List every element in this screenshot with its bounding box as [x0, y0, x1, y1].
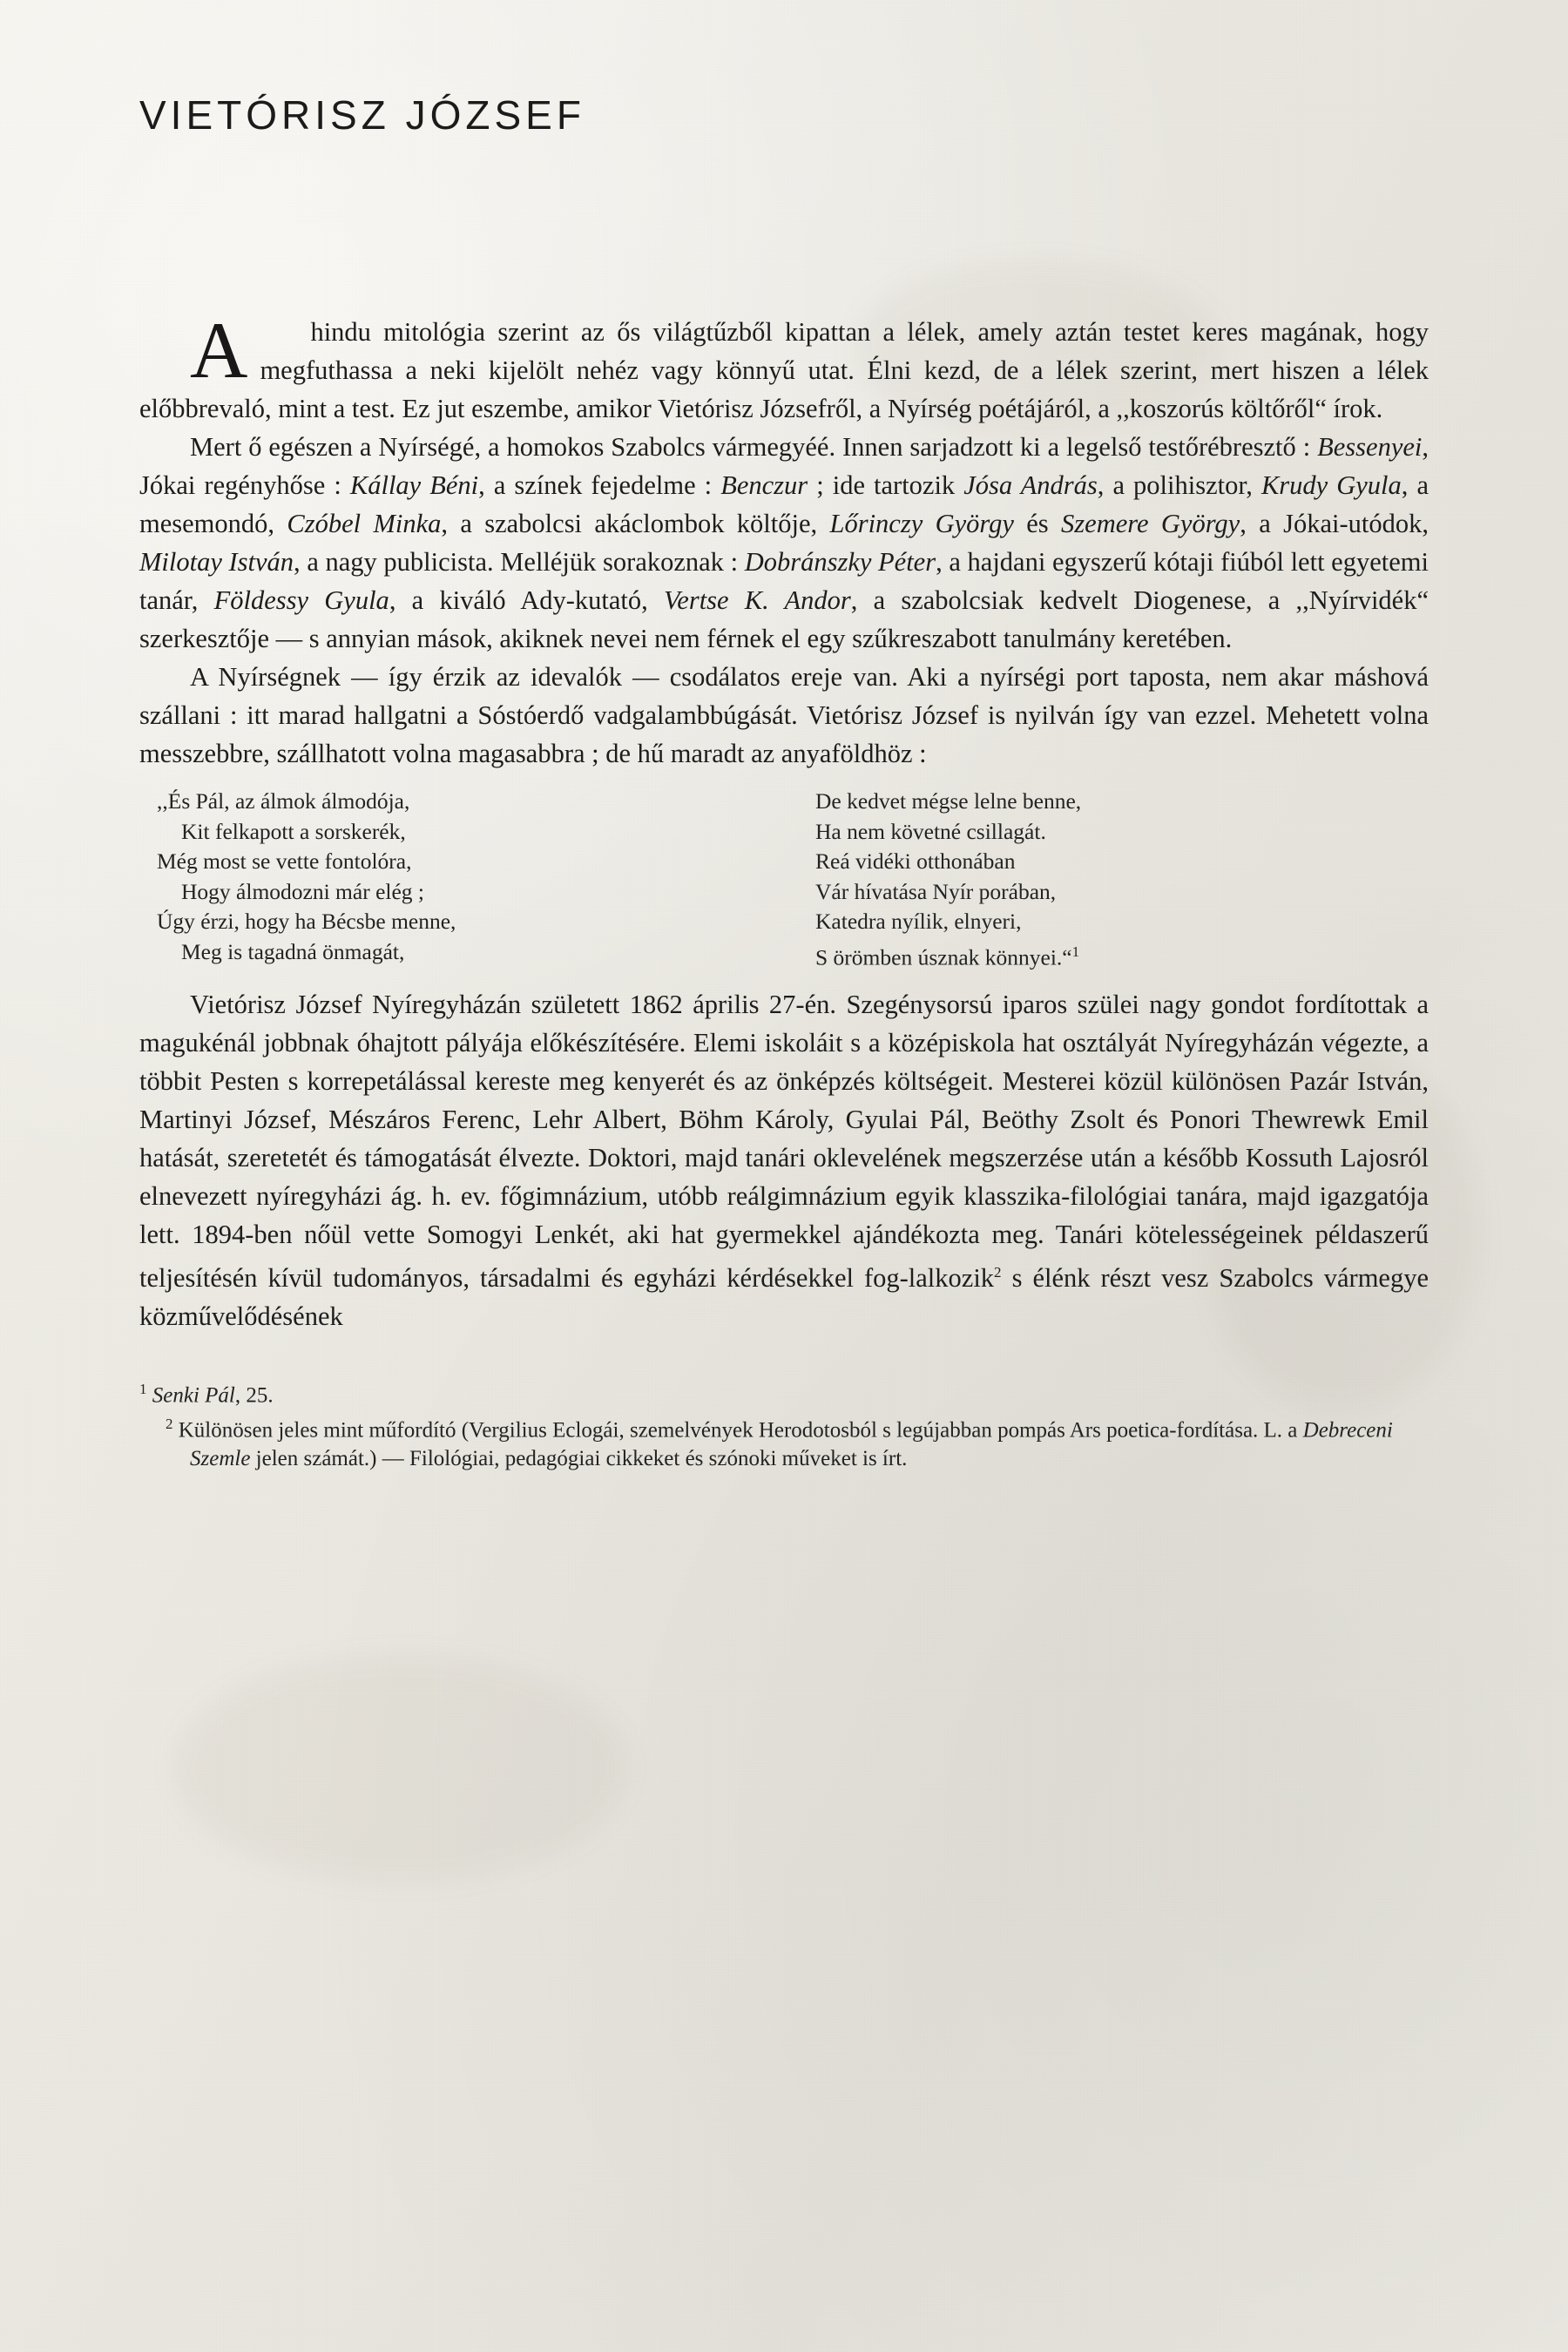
italic-run: Szemere György	[1061, 509, 1240, 538]
verse-line: ,,És Pál, az álmok álmodója,	[157, 788, 410, 814]
footnote-reference: 2	[994, 1263, 1002, 1281]
text-run: Különösen jeles mint műfordító (Vergilius Eclogái, szemelvények Herodotosból s legújabban pompás Ars poetica-fordítása. L. a	[178, 1418, 1303, 1443]
text-run: , a szabolcsi akáclombok költője,	[441, 509, 830, 538]
italic-run: Krudy Gyula	[1260, 470, 1402, 500]
verse-line: S örömben úsznak könnyei.“$^1$	[815, 943, 1080, 970]
italic-run: Debreceni Szemle	[190, 1418, 1393, 1471]
footnote-marker: 2	[166, 1415, 173, 1432]
paragraph-4	[139, 985, 1429, 1335]
paragraph-1	[139, 306, 1429, 428]
text-run: A Nyírségnek — így érzik az idevalók — csodálatos ereje van. Aki a nyírségi port taposta, nem akar máshová szállani : itt marad hallgatni a Sóstóerdő vadgalambbúgását. Vietórisz József is nyilván így van ezzel. Mehetett volna messzebbre, szállhatott volna magasabbra ; de hű maradt az anyaföldhöz :	[139, 662, 1429, 768]
text-run: , a polihisztor,	[1097, 470, 1261, 500]
page-content	[139, 0, 1429, 1473]
text-run: , a színek fejedelme :	[478, 470, 721, 500]
body-text	[139, 306, 1429, 1335]
text-run: jelen számát.) — Filológiai, pedagógiai cikkeket és szónoki műveket is írt.	[250, 1447, 908, 1471]
italic-run: Dobránszky Péter	[744, 547, 936, 577]
verse-line: Úgy érzi, hogy ha Bécsbe menne,	[157, 909, 456, 934]
footnote-2	[139, 1409, 1429, 1473]
italic-run: Vertse K. Andor	[664, 585, 851, 615]
italic-run: Lőrinczy György	[829, 509, 1014, 538]
italic-run: Földessy Gyula	[213, 585, 389, 615]
text-run: , a kiváló Ady-kutató,	[389, 585, 665, 615]
verse-line: Katedra nyílik, elnyeri,	[815, 909, 1022, 934]
text-run: s élénk részt vesz Szabolcs vármegye közművelődésének	[139, 1262, 1429, 1331]
text-run: , Jókai regényhőse :	[139, 432, 1429, 500]
italic-run: Milotay István	[139, 547, 294, 577]
italic-run: Senki Pál	[152, 1382, 235, 1407]
verse-line: De kedvet mégse lelne benne,	[815, 788, 1082, 814]
footnote-1	[139, 1375, 1429, 1409]
footnote-marker: 1	[139, 1380, 147, 1397]
text-run: , a mesemondó,	[139, 470, 1429, 538]
page-title: VIETÓRISZ JÓZSEF	[139, 92, 585, 138]
italic-run: Benczur	[720, 470, 808, 500]
verse-block	[139, 787, 1429, 973]
text-run: és	[1013, 509, 1062, 538]
paragraph-1-text: hindu mitológia szerint az ős világtűzből kipattan a lélek, amely aztán testet keres magának, hogy megfuthassa a neki kijelölt nehéz vagy könnyű utat. Élni kezd, de a lélek szerint, mert hiszen a lélek előbbrevaló, mint a test. Ez jut eszembe, amikor Vietórisz Józsefről, a Nyírség poétájáról, a ,,koszorús költőről“ írok.	[139, 317, 1429, 423]
text-run: , a Jókai-utódok,	[1240, 509, 1429, 538]
verse-line: Reá vidéki otthonában	[815, 848, 1016, 874]
text-run: Mert ő egészen a Nyírségé, a homokos Szabolcs vármegyéé. Innen sarjadzott ki a legelső testőrébresztő :	[190, 432, 1318, 462]
verse-line: Hogy álmodozni már elég ;	[181, 878, 425, 904]
footnote-reference: 1	[1071, 943, 1080, 960]
text-run: , a hajdani egyszerű kótaji fiúból lett egyetemi tanár,	[139, 547, 1429, 615]
paper-stain	[174, 1655, 627, 1882]
verse-line: Kit felkapott a sorskerék,	[181, 818, 406, 844]
text-run: , 25.	[234, 1382, 274, 1407]
italic-run: Kállay Béni	[349, 470, 479, 500]
footnotes	[139, 1375, 1429, 1474]
italic-run: Czóbel Minka	[287, 509, 442, 538]
verse-line: Ha nem követné csillagát.	[815, 818, 1046, 844]
paragraph-2	[139, 428, 1429, 658]
paragraph-3	[139, 658, 1429, 773]
verse-line: Még most se vette fontolóra,	[157, 848, 412, 874]
verse-line: Meg is tagadná önmagát,	[181, 938, 405, 964]
verse-line: Vár hívatása Nyír porában,	[815, 878, 1057, 904]
italic-run: Jósa András	[963, 470, 1098, 500]
drop-cap: A	[190, 306, 248, 395]
text-run: ; ide tartozik	[808, 470, 964, 500]
verse-column-left	[139, 787, 784, 973]
italic-run: Bessenyei	[1317, 432, 1423, 462]
text-run: , a nagy publicista. Melléjük sorakoznak :	[294, 547, 745, 577]
text-run: Vietórisz József Nyíregyházán született 1862 április 27-én. Szegénysorsú iparos szülei nagy gondot fordítottak a magukénál jobbnak óhajtott pályája előkészítésére. Elemi iskoláit s a középiskola hat osztályát Nyíregyházán végezte, a többit Pesten s korrepetálással kereste meg kenyerét és az önképzés költségeit. Mesterei közül különösen Pazár István, Martinyi József, Mészáros Ferenc, Lehr Albert, Böhm Károly, Gyulai Pál, Beöthy Zsolt és Ponori Thewrewk Emil hatását, szeretetét és támogatását élvezte. Doktori, majd tanári oklevelének megszerzése után a később Kossuth Lajosról elnevezett nyíregyházi ág. h. ev. főgimnázium, utóbb reálgimnázium egyik klasszika-filológiai tanára, majd igazgatója lett. 1894-ben nőül vette Somogyi Lenkét, aki hat gyermekkel ajándékozta meg. Tanári kötelességeinek példaszerű teljesítésén kívül tudományos, társadalmi és egyházi kérdésekkel fog-lalkozik	[139, 989, 1429, 1293]
text-run: , a szabolcsiak kedvelt Diogenese, a ,,Nyírvidék“ szerkesztője — s annyian mások, akiknek nevei nem férnek el egy szűkreszabott tanulmány keretében.	[139, 585, 1429, 653]
verse-column-right	[784, 787, 1429, 973]
